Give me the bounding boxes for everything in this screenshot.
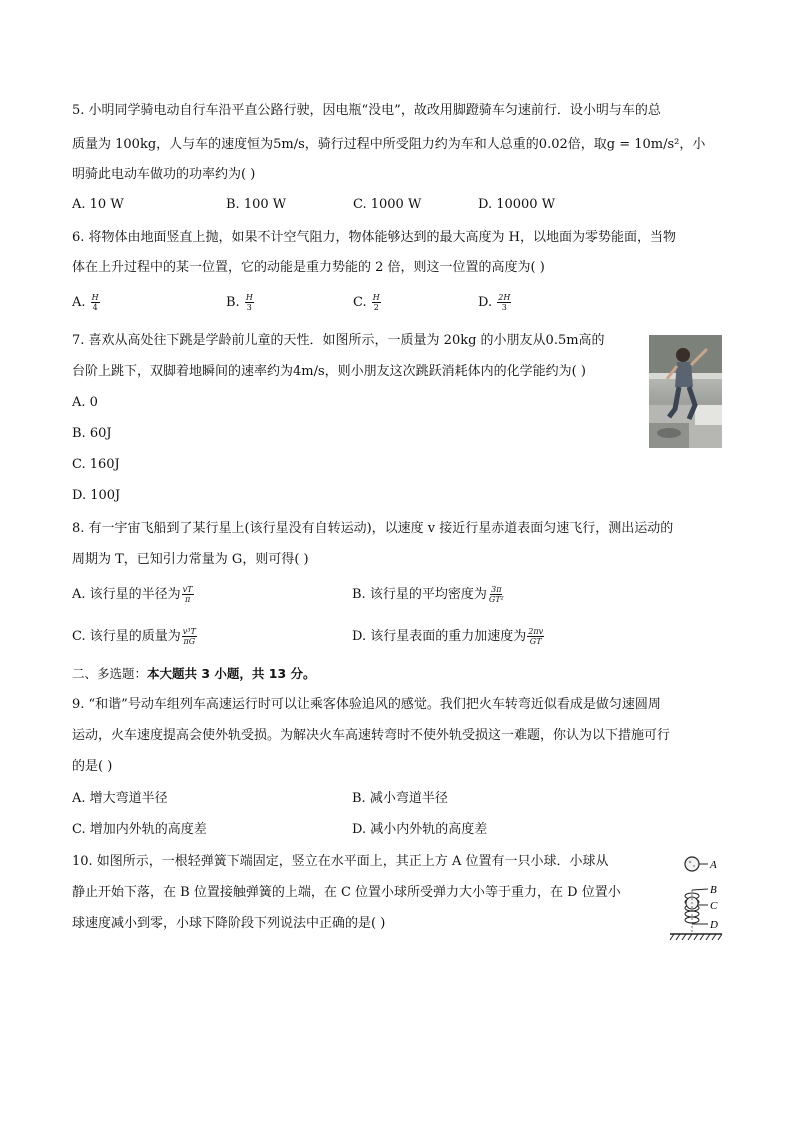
fraction-denominator: 3 [501, 303, 507, 312]
fraction-denominator: π [184, 595, 191, 604]
spring-ball-figure [666, 852, 730, 942]
q10-line-1: 10. 如图所示，一根轻弹簧下端固定，竖立在水平面上，其正上方 A 位置有一只小球．小球从 [72, 854, 609, 869]
q8-option-b[interactable] [352, 585, 506, 605]
q8-line-2: 周期为 T，已知引力常量为 G，则可得( ) [72, 552, 309, 567]
q5-line-1: 5. 小明同学骑电动自行车沿平直公路行驶，因电瓶“没电”，故改用脚蹬骑车匀速前行．设小明与车的总 [72, 103, 661, 118]
fraction-denominator: 3 [246, 303, 252, 312]
q8-option-d-text: D. 该行星表面的重力加速度为 [352, 629, 527, 644]
label-b: B [710, 884, 717, 896]
fraction-numerator: 2πv [528, 627, 544, 636]
q6-option-b[interactable] [226, 293, 255, 313]
ball-icon [685, 857, 699, 871]
q6-line-2: 体在上升过程中的某一位置，它的动能是重力势能的 2 倍，则这一位置的高度为( ) [72, 260, 545, 275]
q8-option-a-fraction [182, 585, 194, 604]
q8-option-d-fraction [527, 627, 544, 646]
label-a: A [710, 859, 717, 871]
q5-option-b[interactable]: B. 100 W [226, 197, 287, 212]
fraction-denominator: GT [529, 637, 542, 646]
section-heading-multiple-choice [72, 664, 316, 684]
q8-option-d[interactable] [352, 627, 545, 647]
fraction-numerator: H [372, 293, 380, 302]
fraction-numerator: vT [182, 585, 193, 594]
q8-option-b-text: B. 该行星的平均密度为 [352, 587, 487, 602]
q8-option-c-fraction [182, 627, 197, 646]
q7-option-c[interactable]: C. 160J [72, 457, 120, 472]
q9-option-c[interactable]: C. 增加内外轨的高度差 [72, 822, 207, 837]
label-d: D [710, 919, 718, 931]
q9-option-a[interactable]: A. 增大弯道半径 [72, 791, 168, 806]
q9-option-b[interactable]: B. 减小弯道半径 [352, 791, 448, 806]
q9-option-d[interactable]: D. 减小内外轨的高度差 [352, 822, 488, 837]
q6-line-1: 6. 将物体由地面竖直上抛，如果不计空气阻力，物体能够达到的最大高度为 H，以地面为零势能面，当物 [72, 230, 677, 245]
q9-line-3: 的是( ) [72, 759, 113, 774]
q5-line-3: 明骑此电动车做功的功率约为( ) [72, 167, 256, 182]
q7-option-b[interactable]: B. 60J [72, 426, 112, 441]
child-jumping-illustration [649, 335, 722, 448]
q10-line-2: 静止开始下落，在 B 位置接触弹簧的上端，在 C 位置小球所受弹力大小等于重力，在 D 位置小 [72, 885, 621, 900]
q7-line-2: 台阶上跳下，双脚着地瞬间的速率约为4m/s，则小朋友这次跳跃消耗体内的化学能约为( ) [72, 364, 586, 379]
q6-option-a-label: A. [72, 295, 86, 310]
q9-line-2: 运动，火车速度提高会使外轨受损。为解决火车高速转弯时不使外轨受损这一难题，你认为以下措施可行 [72, 728, 671, 743]
q8-option-a[interactable] [72, 585, 195, 605]
q6-option-c-label: C. [353, 295, 367, 310]
q6-option-d-fraction [497, 293, 511, 312]
fraction-denominator: 4 [92, 303, 98, 312]
q6-option-a[interactable] [72, 293, 101, 313]
fraction-numerator: H [91, 293, 99, 302]
fraction-denominator: πG [183, 637, 196, 646]
fraction-denominator: 2 [373, 303, 379, 312]
q5-line-2: 质量为 100kg，人与车的速度恒为5m/s，骑行过程中所受阻力约为车和人总重的0.02倍，取g = 10m/s²，小 [72, 137, 706, 152]
q10-line-3: 球速度减小到零，小球下降阶段下列说法中正确的是( ) [72, 916, 386, 931]
q5-option-a[interactable]: A. 10 W [72, 197, 124, 212]
fraction-numerator: H [245, 293, 253, 302]
label-c: C [710, 900, 718, 912]
q7-option-a[interactable]: A. 0 [72, 395, 98, 410]
section-heading-detail: 本大题共 3 小题，共 13 分。 [147, 666, 316, 681]
q6-option-c-fraction [372, 293, 381, 312]
fraction-denominator: GT² [488, 595, 504, 604]
q8-option-b-fraction [488, 585, 505, 604]
q8-option-c-text: C. 该行星的质量为 [72, 629, 181, 644]
q6-option-b-fraction [245, 293, 254, 312]
q8-line-1: 8. 有一宇宙飞船到了某行星上(该行星没有自转运动)，以速度 v 接近行星赤道表面匀速飞行，测出运动的 [72, 521, 674, 536]
fraction-numerator: 3π [491, 585, 502, 594]
fraction-numerator: v³T [182, 627, 196, 636]
q5-option-c[interactable]: C. 1000 W [353, 197, 422, 212]
q8-option-c[interactable] [72, 627, 198, 647]
q6-option-d[interactable] [478, 293, 512, 313]
child-jumping-photo [649, 335, 722, 448]
fraction-numerator: 2H [498, 293, 511, 302]
q6-option-c[interactable] [353, 293, 382, 313]
q8-option-a-text: A. 该行星的半径为 [72, 587, 181, 602]
q7-line-1: 7. 喜欢从高处往下跳是学龄前儿童的天性．如图所示，一质量为 20kg 的小朋友从0.5m高的 [72, 333, 605, 348]
q6-option-d-label: D. [478, 295, 493, 310]
spring-ball-diagram [666, 852, 730, 942]
q5-option-d[interactable]: D. 10000 W [478, 197, 556, 212]
section-heading-prefix: 二、多选题： [72, 666, 148, 681]
q6-option-a-fraction [91, 293, 100, 312]
q9-line-1: 9. “和谐”号动车组列车高速运行时可以让乘客体验追风的感觉。我们把火车转弯近似看成是做匀速圆周 [72, 697, 661, 712]
q7-option-d[interactable]: D. 100J [72, 488, 121, 503]
q6-option-b-label: B. [226, 295, 240, 310]
